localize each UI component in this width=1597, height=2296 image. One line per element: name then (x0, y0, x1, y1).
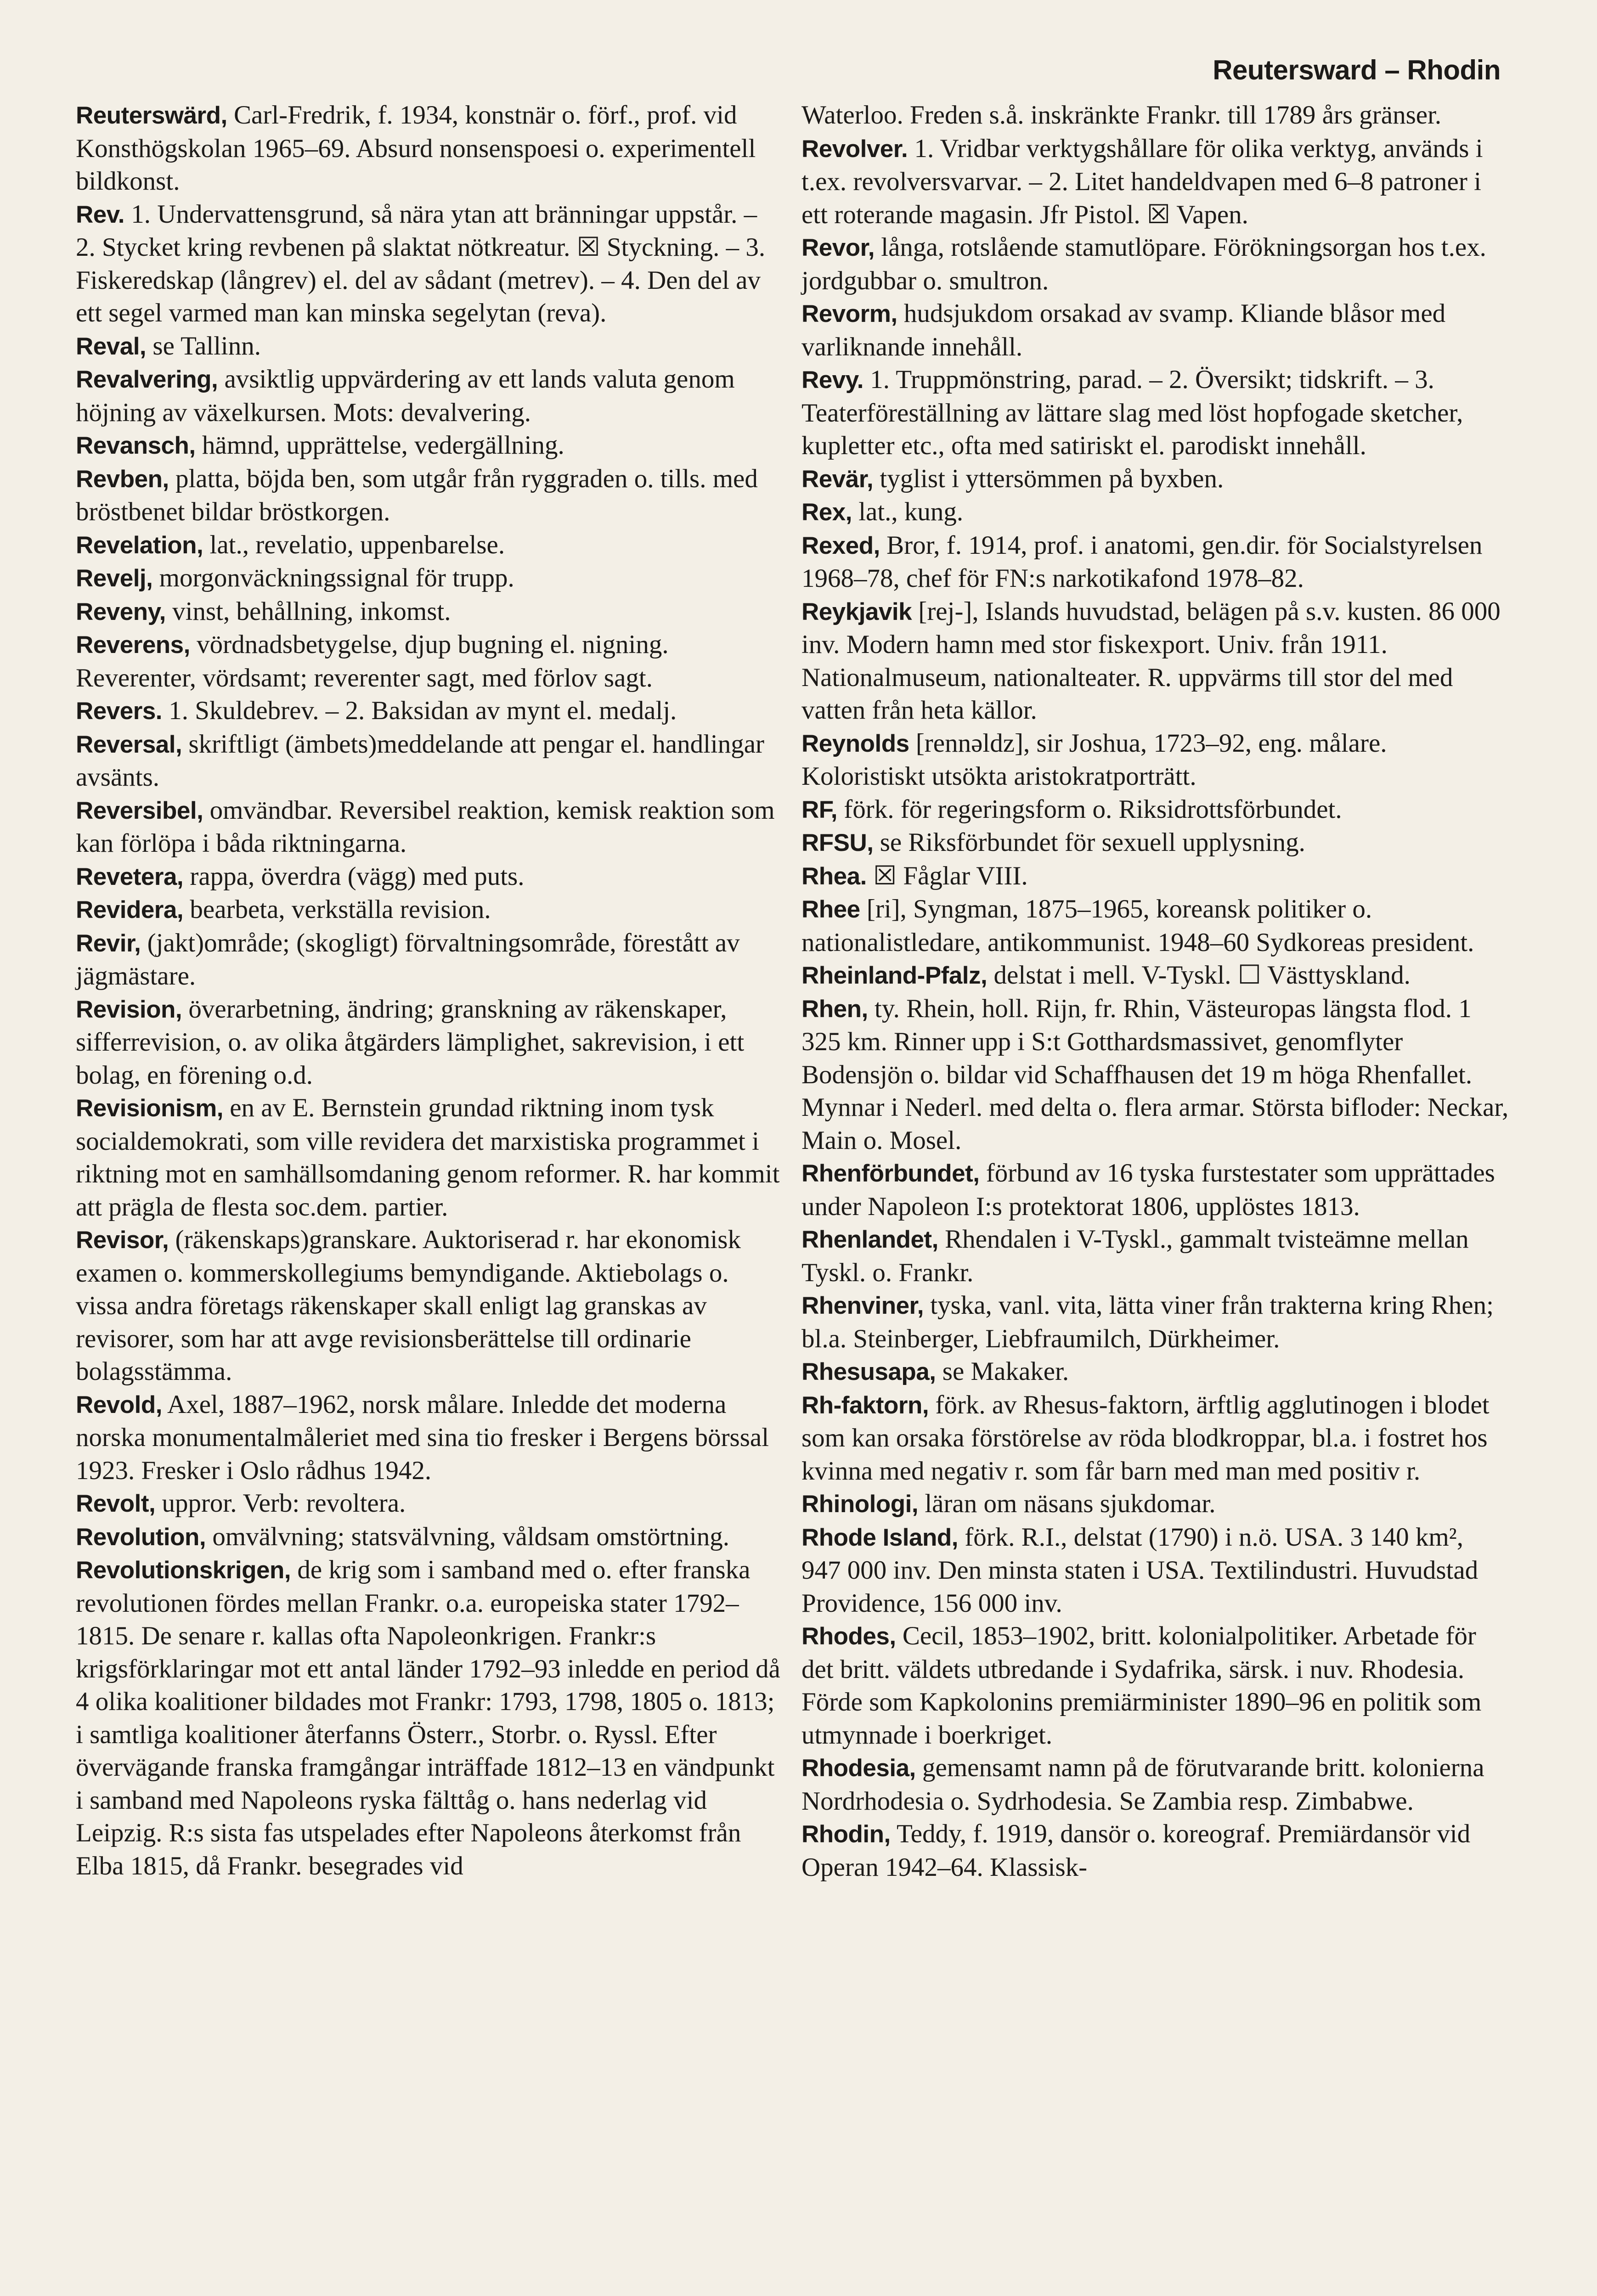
definition: hudsjukdom orsakad av svamp. Kliande blåsor med varliknande innehåll. (801, 299, 1446, 361)
dictionary-entry (76, 1520, 783, 1554)
headword: Revolutionskrigen, (76, 1557, 291, 1584)
dictionary-entry (76, 562, 783, 595)
left-column (76, 99, 783, 1882)
headword: Rhenförbundet, (801, 1160, 980, 1187)
headword: Rhodes, (801, 1623, 896, 1650)
dictionary-entry (801, 1289, 1509, 1355)
dictionary-entry (76, 1092, 783, 1223)
definition: uppror. Verb: revoltera. (155, 1489, 406, 1518)
definition: (jakt)område; (skogligt) förvaltningsområde, förestått av jägmästare. (76, 928, 740, 990)
headword: Rhea. (801, 862, 867, 890)
definition: omvälvning; statsvälvning, våldsam omstörtning. (206, 1522, 729, 1551)
definition: platta, böjda ben, som utgår från ryggraden o. tills. med bröstbenet bildar bröstkorgen. (76, 464, 758, 526)
dictionary-entry (801, 959, 1509, 992)
definition: förk. för regeringsform o. Riksidrottsförbundet. (837, 794, 1342, 824)
dictionary-entry (801, 363, 1509, 462)
headword: Rh-faktorn, (801, 1391, 929, 1419)
headword: Revansch, (76, 432, 196, 459)
headword: Reykjavik (801, 598, 912, 625)
definition: hämnd, upprättelse, vedergällning. (195, 431, 564, 460)
dictionary-entry (76, 1553, 783, 1882)
dictionary-entry (76, 595, 783, 629)
headword: Reval, (76, 332, 147, 360)
dictionary-entry (801, 1223, 1509, 1289)
dictionary-entry (801, 860, 1509, 893)
headword: RF, (801, 796, 837, 823)
definition: se Riksförbundet för sexuell upplysning. (873, 828, 1305, 857)
dictionary-entry (76, 993, 783, 1092)
headword: Rheinland-Pfalz, (801, 962, 988, 989)
definition: lat., kung. (852, 497, 964, 526)
definition: överarbetning, ändring; granskning av räkenskaper, sifferrevision, o. av olika åtgärders lämplighet, sakrevision, i ett bolag, en förening o.d. (76, 994, 745, 1090)
headword: Rhenlandet, (801, 1226, 938, 1253)
headword: Revelation, (76, 531, 203, 559)
headword: Reynolds (801, 730, 909, 757)
definition: avsiktlig uppvärdering av ett lands valuta genom höjning av växelkursen. Mots: devalvering. (76, 365, 735, 427)
headword: Revolver. (801, 135, 908, 163)
definition: läran om näsans sjukdomar. (918, 1489, 1216, 1518)
headword: Revers. (76, 698, 163, 725)
definition: Carl-Fredrik, f. 1934, konstnär o. förf., prof. vid Konsthögskolan 1965–69. Absurd nonsenspoesi o. experimentell bildkonst. (76, 101, 756, 196)
dictionary-entry (801, 727, 1509, 793)
definition: skriftligt (ämbets)meddelande att pengar el. handlingar avsänts. (76, 729, 765, 792)
headword: Revorm, (801, 300, 897, 327)
headword: Revidera, (76, 896, 184, 923)
dictionary-entry (76, 529, 783, 562)
definition: vinst, behållning, inkomst. (165, 597, 451, 626)
headword: Reveny, (76, 598, 166, 625)
dictionary-entry (76, 728, 783, 794)
definition: ☒ Fåglar VIII. (866, 861, 1028, 890)
dictionary-entry (76, 1223, 783, 1388)
headword: Reuterswärd, (76, 102, 227, 129)
definition: Waterloo. Freden s.å. inskränkte Frankr. till 1789 års gränser. (801, 101, 1442, 129)
definition: 1. Skuldebrev. – 2. Baksidan av mynt el. medalj. (162, 696, 677, 725)
headword: Rhodin, (801, 1821, 891, 1848)
dictionary-entry (76, 860, 783, 894)
definition: förk. av Rhesus-faktorn, ärftlig agglutinogen i blodet som kan orsaka förstörelse av röda blodkroppar, bl.a. i fostret hos kvinna med negativ r. som får barn med man med positiv r. (801, 1390, 1490, 1486)
dictionary-entry (801, 1157, 1509, 1223)
definition: se Tallinn. (146, 331, 261, 360)
dictionary-entry (801, 893, 1509, 959)
definition: Cecil, 1853–1902, britt. kolonialpolitiker. Arbetade för det britt. väldets utbredande i Sydafrika, särsk. i nuv. Rhodesia. Förde som Kapkolonins premiärminister 1890–96 en politik som utmynnade i boerkriget. (801, 1621, 1482, 1750)
definition: Rhendalen i V-Tyskl., gammalt tvisteämne mellan Tyskl. o. Frankr. (801, 1225, 1469, 1287)
headword: RFSU, (801, 829, 874, 856)
headword: Revisionism, (76, 1095, 223, 1122)
definition: omvändbar. Reversibel reaktion, kemisk reaktion som kan förlöpa i båda riktningarna. (76, 795, 775, 858)
dictionary-entry (801, 595, 1509, 727)
headword: Rhen, (801, 995, 868, 1023)
headword: Revetera, (76, 863, 184, 890)
dictionary-entry (801, 231, 1509, 297)
headword: Rex, (801, 499, 852, 526)
headword: Rhinologi, (801, 1491, 919, 1518)
dictionary-entry (801, 99, 1509, 132)
definition: (räkenskaps)granskare. Auktoriserad r. har ekonomisk examen o. kommerskollegiums bemyndigande. Aktiebolags o. vissa andra företags räkenskaper skall enligt lag granskas av revisorer, som har att avge revisionsberättelse till ordinarie bolagsstämma. (76, 1225, 741, 1386)
headword: Revor, (801, 234, 875, 261)
definition: morgonväckningssignal för trupp. (152, 563, 514, 592)
dictionary-entry (76, 429, 783, 462)
dictionary-entry (801, 1389, 1509, 1488)
headword: Revision, (76, 996, 182, 1023)
running-head: Reutersward – Rhodin (1213, 55, 1501, 85)
definition: förbund av 16 tyska furstestater som upprättades under Napoleon I:s protektorat 1806, upplöstes 1813. (801, 1159, 1495, 1221)
right-column (801, 99, 1509, 1884)
dictionary-entry (801, 1751, 1509, 1818)
headword: Revolt, (76, 1490, 156, 1517)
dictionary-entry (76, 363, 783, 429)
dictionary-entry (801, 1620, 1509, 1751)
headword: Rhode Island, (801, 1524, 958, 1551)
headword: Revalvering, (76, 366, 218, 393)
definition: gemensamt namn på de förutvarande britt. kolonierna Nordrhodesia o. Sydrhodesia. Se Zambia resp. Zimbabwe. (801, 1753, 1484, 1816)
dictionary-entry (76, 628, 783, 694)
headword: Revir, (76, 929, 141, 957)
dictionary-entry (76, 927, 783, 993)
dictionary-entry (801, 793, 1509, 827)
definition: Teddy, f. 1919, dansör o. koreograf. Premiärdansör vid Operan 1942–64. Klassisk- (801, 1819, 1471, 1882)
headword: Revelj, (76, 565, 153, 592)
headword: Revben, (76, 465, 169, 493)
headword: Rhesusapa, (801, 1358, 936, 1385)
dictionary-entry (801, 529, 1509, 595)
dictionary-entry (801, 1487, 1509, 1521)
headword: Reverens, (76, 631, 190, 658)
definition: tyska, vanl. vita, lätta viner från trakterna kring Rhen; bl.a. Steinberger, Liebfraumilch, Dürkheimer. (801, 1291, 1494, 1353)
headword: Rev. (76, 201, 125, 228)
headword: Reversal, (76, 731, 182, 758)
definition: vördnadsbetygelse, djup bugning el. nigning. Reverenter, vördsamt; reverenter sagt, med förlov sagt. (76, 630, 669, 692)
dictionary-entry (76, 198, 783, 330)
definition: Axel, 1887–1962, norsk målare. Inledde det moderna norska monumentalmåleriet med sina tio fresker i Bergens börssal 1923. Fresker i Oslo rådhus 1942. (76, 1390, 769, 1485)
definition: ty. Rhein, holl. Rijn, fr. Rhin, Västeuropas längsta flod. 1 325 km. Rinner upp i S:t Gotthardsmassivet, genomflyter Bodensjön o. bildar vid Schaffhausen det 19 m höga Rhenfallet. Mynnar i Nederl. med delta o. flera armar. Största bifloder: Neckar, Main o. Mosel. (801, 994, 1509, 1155)
definition: rappa, överdra (vägg) med puts. (183, 861, 525, 891)
definition: 1. Undervattensgrund, så nära ytan att bränningar uppstår. – 2. Stycket kring revbenen på slaktat nötkreatur. ☒ Styckning. – 3. Fiskeredskap (långrev) el. del av sådant (metrev). – 4. Den del av ett segel varmed man kan minska segelytan (reva). (76, 199, 766, 327)
definition: Bror, f. 1914, prof. i anatomi, gen.dir. för Socialstyrelsen 1968–78, chef för FN:s narkotikafond 1978–82. (801, 530, 1483, 593)
headword: Reversibel, (76, 797, 203, 824)
dictionary-entry (76, 330, 783, 363)
headword: Revisor, (76, 1227, 169, 1254)
headword: Revär, (801, 465, 874, 493)
dictionary-entry (801, 826, 1509, 860)
definition: [ri], Syngman, 1875–1965, koreansk politiker o. nationalistledare, antikommunist. 1948–60 Sydkoreas president. (801, 895, 1474, 957)
definition: se Makaker. (936, 1357, 1069, 1386)
definition: bearbeta, verkställa revision. (183, 895, 491, 924)
headword: Revold, (76, 1391, 162, 1418)
dictionary-entry (76, 99, 783, 198)
dictionary-entry (801, 1818, 1509, 1884)
dictionary-entry (76, 893, 783, 927)
definition: långa, rotslående stamutlöpare. Förökningsorgan hos t.ex. jordgubbar o. smultron. (801, 233, 1486, 295)
dictionary-entry (801, 495, 1509, 529)
headword: Revolution, (76, 1523, 206, 1551)
definition: 1. Vridbar verktygshållare för olika verktyg, används i t.ex. revolversvarvar. – 2. Litet handeldvapen med 6–8 patroner i ett roterande magasin. Jfr Pistol. ☒ Vapen. (801, 134, 1483, 229)
definition: tyglist i yttersömmen på byxben. (873, 464, 1224, 493)
dictionary-entry (76, 462, 783, 529)
definition: [rennəldz], sir Joshua, 1723–92, eng. målare. Koloristiskt utsökta aristokratporträtt. (801, 728, 1387, 791)
dictionary-entry (801, 132, 1509, 231)
definition: delstat i mell. V-Tyskl. ☐ Västtyskland. (987, 961, 1411, 990)
headword: Rhodesia, (801, 1755, 916, 1782)
dictionary-entry (76, 1487, 783, 1520)
dictionary-entry (801, 992, 1509, 1157)
dictionary-entry (76, 794, 783, 860)
dictionary-entry (801, 462, 1509, 496)
dictionary-entry (801, 1521, 1509, 1620)
headword: Rhenviner, (801, 1292, 924, 1319)
headword: Revy. (801, 366, 863, 394)
dictionary-entry (76, 694, 783, 728)
definition: [rej-], Islands huvudstad, belägen på s.v. kusten. 86 000 inv. Modern hamn med stor fiskexport. Univ. från 1911. Nationalmuseum, nationalteater. R. uppvärms till stor del med vatten från heta källor. (801, 597, 1501, 725)
definition: lat., revelatio, uppenbarelse. (203, 530, 505, 559)
definition: förk. R.I., delstat (1790) i n.ö. USA. 3 140 km², 947 000 inv. Den minsta staten i USA. Textilindustri. Huvudstad Providence, 156 000 inv. (801, 1522, 1478, 1618)
dictionary-entry (801, 1355, 1509, 1389)
headword: Rexed, (801, 532, 880, 559)
definition: de krig som i samband med o. efter franska revolutionen fördes mellan Frankr. o.a. europeiska stater 1792–1815. De senare r. kallas ofta Napoleonkrigen. Frankr:s krigsförklaringar mot ett antal länder 1792–93 inledde en period då 4 olika koalitioner bildades mot Frankr: 1793, 1798, 1805 o. 1813; i samtliga koalitioner återfanns Österr., Storbr. o. Ryssl. Efter övervägande franska framgångar inträffade 1812–13 en vändpunkt i samband med Napoleons ryska fälttåg o. hans nederlag vid Leipzig. R:s sista fas utspelades efter Napoleons återkomst från Elba 1815, då Frankr. besegrades vid (76, 1555, 780, 1880)
dictionary-entry (801, 297, 1509, 363)
definition: en av E. Bernstein grundad riktning inom tysk socialdemokrati, som ville revidera det marxistiska programmet i riktning mot en samhällsomdaning genom reformer. R. har kommit att prägla de flesta soc.dem. partier. (76, 1093, 780, 1221)
dictionary-entry (76, 1388, 783, 1487)
headword: Rhee (801, 896, 860, 923)
definition: 1. Truppmönstring, parad. – 2. Översikt; tidskrift. – 3. Teaterföreställning av lättare slag med löst hopfogade sketcher, kupletter etc., ofta med satiriskt el. parodiskt innehåll. (801, 365, 1463, 460)
